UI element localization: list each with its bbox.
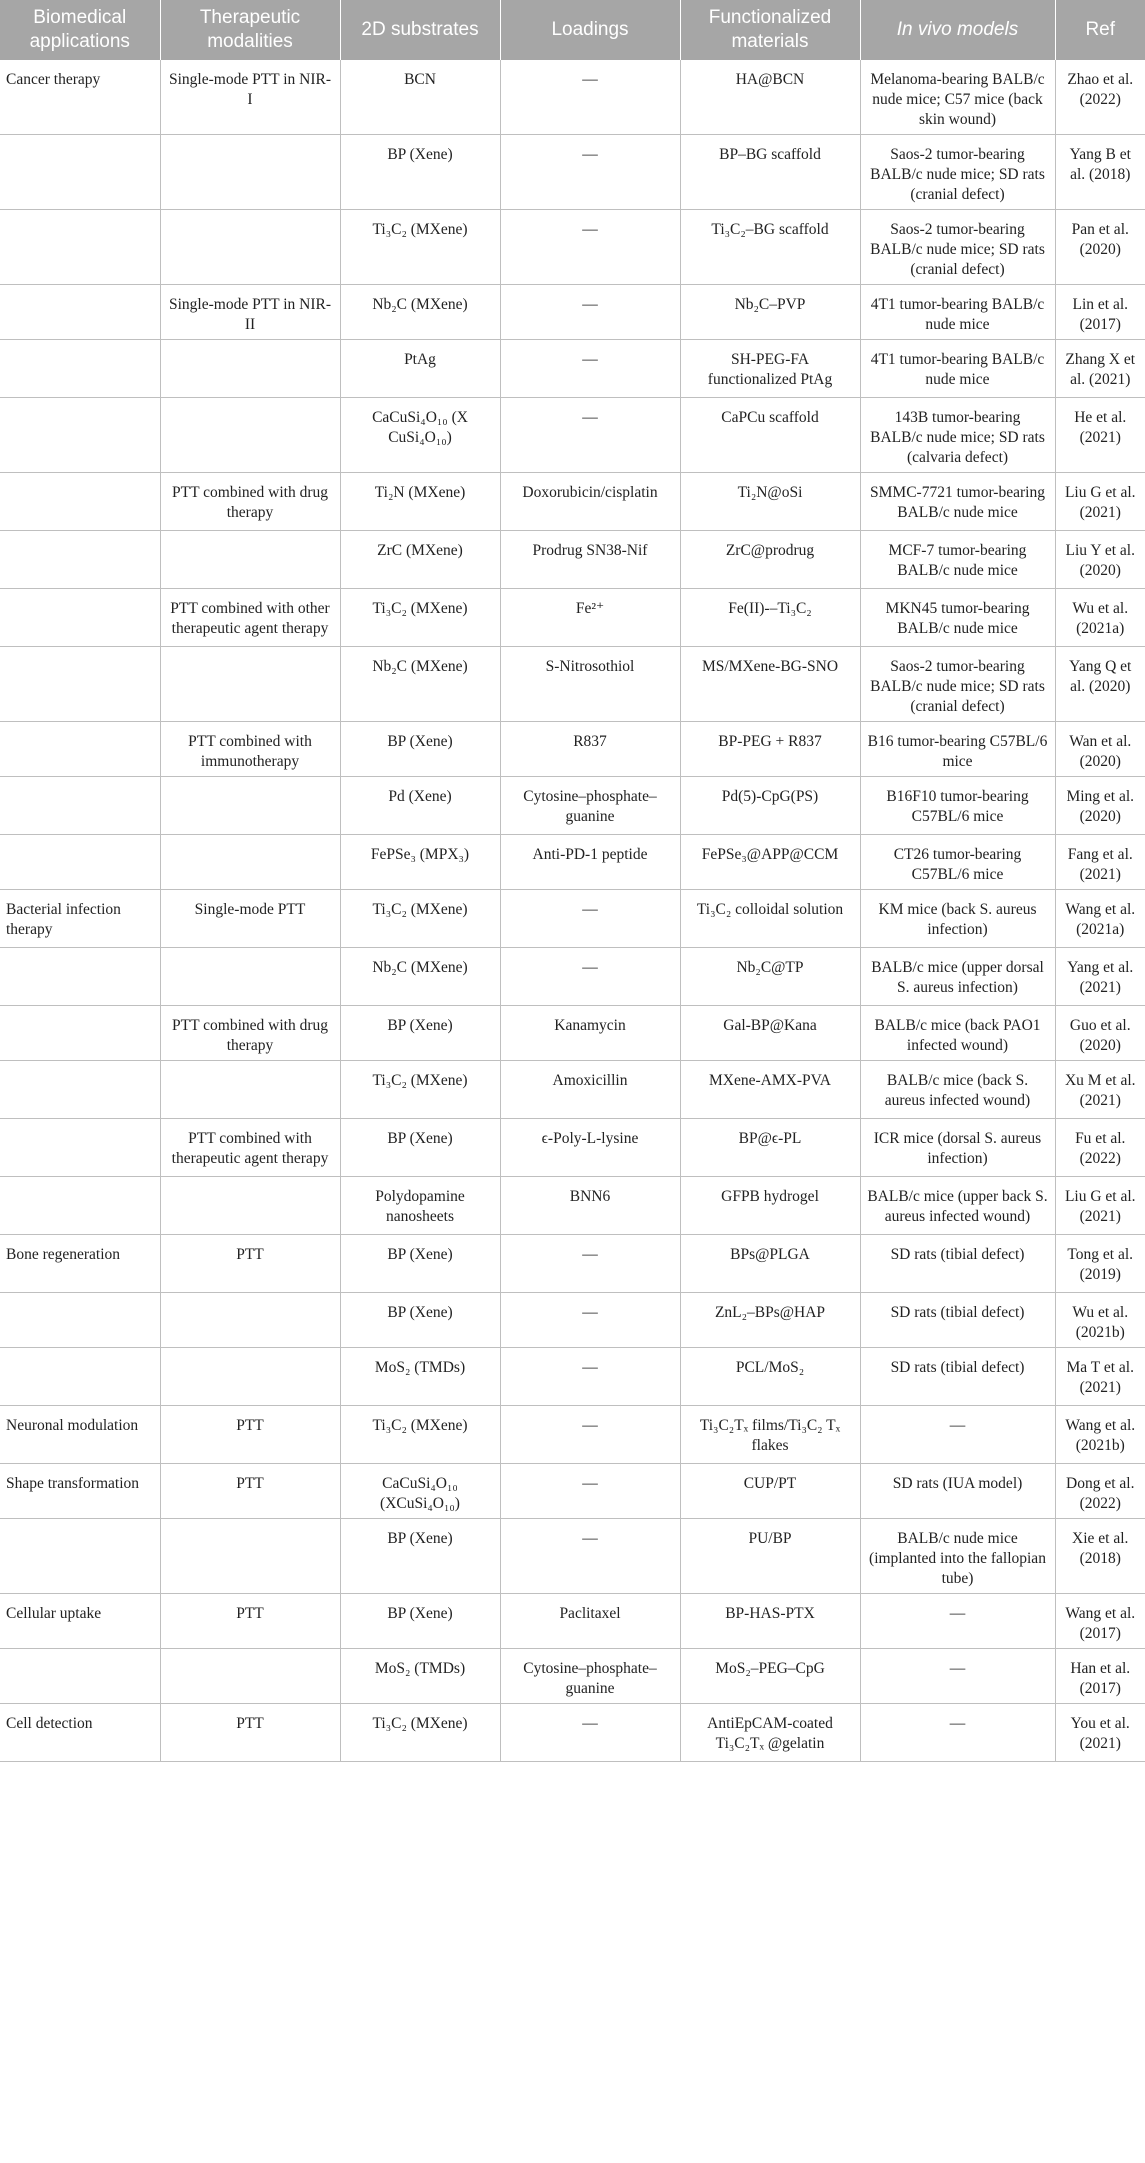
cell-loading: — (500, 1348, 680, 1406)
cell-functionalized: BP–BG scaffold (680, 135, 860, 210)
cell-substrate: Ti₃C₂ (MXene) (340, 1406, 500, 1464)
cell-model: SD rats (tibial defect) (860, 1348, 1055, 1406)
header-in-vivo-models: In vivo models (860, 0, 1055, 60)
cell-loading: — (500, 1235, 680, 1293)
cell-ref: Liu Y et al. (2020) (1055, 531, 1145, 589)
cell-ref: Yang B et al. (2018) (1055, 135, 1145, 210)
cell-modality: Single-mode PTT in NIR-I (160, 60, 340, 135)
cell-ref: Zhang X et al. (2021) (1055, 340, 1145, 398)
cell-functionalized: Ti₃C₂–BG scaffold (680, 210, 860, 285)
cell-model: Saos-2 tumor-bearing BALB/c nude mice; SD rats (cranial defect) (860, 135, 1055, 210)
cell-ref: Liu G et al. (2021) (1055, 473, 1145, 531)
cell-substrate: BP (Xene) (340, 1119, 500, 1177)
cell-modality: PTT combined with drug therapy (160, 473, 340, 531)
cell-modality (160, 1519, 340, 1594)
cell-modality (160, 835, 340, 890)
cell-modality (160, 340, 340, 398)
cell-loading: Amoxicillin (500, 1061, 680, 1119)
cell-model: BALB/c mice (upper back S. aureus infected wound) (860, 1177, 1055, 1235)
cell-loading: Kanamycin (500, 1006, 680, 1061)
cell-ref: Wang et al. (2017) (1055, 1594, 1145, 1649)
cell-substrate: Nb₂C (MXene) (340, 948, 500, 1006)
cell-application: Bacterial infection therapy (0, 890, 160, 948)
table-row (0, 1061, 1145, 1119)
cell-loading: Doxorubicin/cisplatin (500, 473, 680, 531)
cell-model: BALB/c mice (back S. aureus infected wound) (860, 1061, 1055, 1119)
cell-modality (160, 398, 340, 473)
cell-loading: Anti-PD-1 peptide (500, 835, 680, 890)
cell-ref: Ming et al. (2020) (1055, 777, 1145, 835)
cell-loading: — (500, 1464, 680, 1519)
table-row (0, 1594, 1145, 1649)
cell-substrate: Nb₂C (MXene) (340, 285, 500, 340)
cell-ref: Fu et al. (2022) (1055, 1119, 1145, 1177)
cell-functionalized: MXene-AMX-PVA (680, 1061, 860, 1119)
cell-ref: Han et al. (2017) (1055, 1649, 1145, 1704)
cell-substrate: Ti₃C₂ (MXene) (340, 1061, 500, 1119)
cell-substrate: Ti₃C₂ (MXene) (340, 210, 500, 285)
cell-substrate: Polydopamine nanosheets (340, 1177, 500, 1235)
cell-loading: Prodrug SN38-Nif (500, 531, 680, 589)
cell-ref: Wu et al. (2021a) (1055, 589, 1145, 647)
cell-functionalized: SH-PEG-FA functionalized PtAg (680, 340, 860, 398)
cell-modality: PTT combined with other therapeutic agent therapy (160, 589, 340, 647)
cell-model: MCF-7 tumor-bearing BALB/c nude mice (860, 531, 1055, 589)
cell-substrate: ZrC (MXene) (340, 531, 500, 589)
cell-ref: Wu et al. (2021b) (1055, 1293, 1145, 1348)
cell-application: Cell detection (0, 1704, 160, 1762)
cell-modality (160, 210, 340, 285)
cell-ref: Zhao et al. (2022) (1055, 60, 1145, 135)
cell-application (0, 340, 160, 398)
cell-substrate: Nb₂C (MXene) (340, 647, 500, 722)
cell-modality (160, 1649, 340, 1704)
cell-functionalized: AntiEpCAM-coated Ti₃C₂Tₓ @gelatin (680, 1704, 860, 1762)
cell-modality: PTT (160, 1464, 340, 1519)
cell-ref: He et al. (2021) (1055, 398, 1145, 473)
cell-modality: PTT combined with therapeutic agent therapy (160, 1119, 340, 1177)
table-row (0, 531, 1145, 589)
cell-model: ICR mice (dorsal S. aureus infection) (860, 1119, 1055, 1177)
table-row (0, 890, 1145, 948)
table-row (0, 473, 1145, 531)
table-row (0, 1406, 1145, 1464)
cell-model: SMMC-7721 tumor-bearing BALB/c nude mice (860, 473, 1055, 531)
table-row (0, 340, 1145, 398)
cell-ref: Xie et al. (2018) (1055, 1519, 1145, 1594)
cell-substrate: BP (Xene) (340, 722, 500, 777)
cell-loading: Paclitaxel (500, 1594, 680, 1649)
cell-model: BALB/c nude mice (implanted into the fallopian tube) (860, 1519, 1055, 1594)
cell-loading: — (500, 398, 680, 473)
cell-loading: S-Nitrosothiol (500, 647, 680, 722)
table-row (0, 1704, 1145, 1762)
cell-ref: Guo et al. (2020) (1055, 1006, 1145, 1061)
cell-functionalized: BPs@PLGA (680, 1235, 860, 1293)
cell-ref: Wang et al. (2021a) (1055, 890, 1145, 948)
cell-modality: PTT (160, 1235, 340, 1293)
cell-modality (160, 1061, 340, 1119)
cell-functionalized: Fe(II)-–Ti₃C₂ (680, 589, 860, 647)
cell-application (0, 1006, 160, 1061)
cell-functionalized: Ti₂N@oSi (680, 473, 860, 531)
cell-functionalized: Nb₂C@TP (680, 948, 860, 1006)
cell-model: — (860, 1704, 1055, 1762)
header-biomedical-applications: Biomedical applications (0, 0, 160, 60)
cell-modality: PTT combined with immunotherapy (160, 722, 340, 777)
cell-loading: Cytosine–phosphate–guanine (500, 1649, 680, 1704)
cell-functionalized: Ti₃C₂ colloidal solution (680, 890, 860, 948)
cell-ref: Xu M et al. (2021) (1055, 1061, 1145, 1119)
cell-application (0, 835, 160, 890)
cell-substrate: Ti₃C₂ (MXene) (340, 890, 500, 948)
table-row (0, 1348, 1145, 1406)
cell-model: SD rats (tibial defect) (860, 1293, 1055, 1348)
cell-model: BALB/c mice (upper dorsal S. aureus infection) (860, 948, 1055, 1006)
cell-application (0, 589, 160, 647)
cell-functionalized: Ti₃C₂Tₓ films/Ti₃C₂ Tₓ flakes (680, 1406, 860, 1464)
table-row (0, 589, 1145, 647)
cell-substrate: MoS₂ (TMDs) (340, 1348, 500, 1406)
cell-functionalized: HA@BCN (680, 60, 860, 135)
cell-functionalized: PCL/MoS₂ (680, 1348, 860, 1406)
cell-application: Bone regeneration (0, 1235, 160, 1293)
cell-application: Neuronal modulation (0, 1406, 160, 1464)
cell-application (0, 531, 160, 589)
cell-functionalized: CUP/PT (680, 1464, 860, 1519)
cell-modality (160, 647, 340, 722)
cell-loading: — (500, 1293, 680, 1348)
header-therapeutic-modalities: Therapeutic modalities (160, 0, 340, 60)
cell-substrate: FePSe₃ (MPX₃) (340, 835, 500, 890)
table-row (0, 835, 1145, 890)
table-body (0, 60, 1145, 1762)
header-2d-substrates: 2D substrates (340, 0, 500, 60)
cell-loading: — (500, 948, 680, 1006)
table-row (0, 1464, 1145, 1519)
cell-model: Melanoma-bearing BALB/c nude mice; C57 mice (back skin wound) (860, 60, 1055, 135)
cell-modality (160, 1348, 340, 1406)
cell-model: SD rats (tibial defect) (860, 1235, 1055, 1293)
cell-ref: Pan et al. (2020) (1055, 210, 1145, 285)
table-row (0, 1119, 1145, 1177)
cell-application (0, 398, 160, 473)
cell-loading: — (500, 285, 680, 340)
cell-substrate: CaCuSi₄O₁₀ (XCuSi₄O₁₀) (340, 1464, 500, 1519)
cell-modality: PTT combined with drug therapy (160, 1006, 340, 1061)
cell-model: CT26 tumor-bearing C57BL/6 mice (860, 835, 1055, 890)
cell-modality (160, 948, 340, 1006)
cell-application (0, 473, 160, 531)
cell-substrate: MoS₂ (TMDs) (340, 1649, 500, 1704)
cell-application: Shape transformation (0, 1464, 160, 1519)
cell-ref: Dong et al. (2022) (1055, 1464, 1145, 1519)
table-row (0, 1235, 1145, 1293)
cell-loading: — (500, 1519, 680, 1594)
table-row (0, 1293, 1145, 1348)
cell-model: MKN45 tumor-bearing BALB/c nude mice (860, 589, 1055, 647)
cell-functionalized: ZnL₂–BPs@HAP (680, 1293, 860, 1348)
table-row (0, 1649, 1145, 1704)
table-row (0, 210, 1145, 285)
cell-ref: Yang et al. (2021) (1055, 948, 1145, 1006)
cell-application: Cellular uptake (0, 1594, 160, 1649)
cell-functionalized: GFPB hydrogel (680, 1177, 860, 1235)
cell-substrate: PtAg (340, 340, 500, 398)
cell-model: KM mice (back S. aureus infection) (860, 890, 1055, 948)
cell-application (0, 135, 160, 210)
cell-application (0, 777, 160, 835)
cell-application (0, 285, 160, 340)
cell-functionalized: BP@ϵ-PL (680, 1119, 860, 1177)
cell-functionalized: CaPCu scaffold (680, 398, 860, 473)
cell-functionalized: ZrC@prodrug (680, 531, 860, 589)
cell-application (0, 210, 160, 285)
cell-functionalized: PU/BP (680, 1519, 860, 1594)
cell-loading: ϵ-Poly-L-lysine (500, 1119, 680, 1177)
cell-loading: Cytosine–phosphate–guanine (500, 777, 680, 835)
cell-substrate: BP (Xene) (340, 1594, 500, 1649)
cell-modality: Single-mode PTT (160, 890, 340, 948)
table-row (0, 647, 1145, 722)
table-row (0, 60, 1145, 135)
cell-ref: Fang et al. (2021) (1055, 835, 1145, 890)
cell-loading: — (500, 1704, 680, 1762)
cell-application (0, 1119, 160, 1177)
table-header (0, 0, 1145, 60)
cell-substrate: BP (Xene) (340, 1006, 500, 1061)
cell-application (0, 1293, 160, 1348)
cell-substrate: Ti₃C₂ (MXene) (340, 589, 500, 647)
cell-modality (160, 531, 340, 589)
cell-model: — (860, 1406, 1055, 1464)
cell-functionalized: MS/MXene-BG-SNO (680, 647, 860, 722)
cell-application (0, 647, 160, 722)
cell-model: BALB/c mice (back PAO1 infected wound) (860, 1006, 1055, 1061)
cell-model: 4T1 tumor-bearing BALB/c nude mice (860, 285, 1055, 340)
cell-application (0, 1061, 160, 1119)
cell-ref: Wan et al. (2020) (1055, 722, 1145, 777)
cell-functionalized: BP-PEG + R837 (680, 722, 860, 777)
cell-modality: PTT (160, 1406, 340, 1464)
header-loadings: Loadings (500, 0, 680, 60)
table-row (0, 135, 1145, 210)
cell-model: B16F10 tumor-bearing C57BL/6 mice (860, 777, 1055, 835)
cell-loading: — (500, 135, 680, 210)
cell-substrate: BCN (340, 60, 500, 135)
cell-model: — (860, 1594, 1055, 1649)
cell-substrate: BP (Xene) (340, 1519, 500, 1594)
cell-loading: — (500, 1406, 680, 1464)
cell-modality (160, 135, 340, 210)
cell-model: SD rats (IUA model) (860, 1464, 1055, 1519)
table-row (0, 948, 1145, 1006)
cell-ref: Wang et al. (2021b) (1055, 1406, 1145, 1464)
cell-loading: — (500, 210, 680, 285)
cell-substrate: BP (Xene) (340, 135, 500, 210)
cell-application (0, 1649, 160, 1704)
cell-ref: Yang Q et al. (2020) (1055, 647, 1145, 722)
cell-application (0, 948, 160, 1006)
cell-substrate: CaCuSi₄O₁₀ (X CuSi₄O₁₀) (340, 398, 500, 473)
cell-substrate: BP (Xene) (340, 1293, 500, 1348)
cell-application (0, 722, 160, 777)
cell-modality: PTT (160, 1704, 340, 1762)
cell-loading: R837 (500, 722, 680, 777)
cell-functionalized: Pd(5)-CpG(PS) (680, 777, 860, 835)
cell-substrate: Ti₃C₂ (MXene) (340, 1704, 500, 1762)
cell-substrate: BP (Xene) (340, 1235, 500, 1293)
cell-substrate: Ti₂N (MXene) (340, 473, 500, 531)
table-row (0, 1177, 1145, 1235)
cell-modality (160, 1177, 340, 1235)
cell-loading: Fe²⁺ (500, 589, 680, 647)
cell-modality (160, 1293, 340, 1348)
table-row (0, 1006, 1145, 1061)
header-functionalized-materials: Functionalized materials (680, 0, 860, 60)
cell-functionalized: FePSe₃@APP@CCM (680, 835, 860, 890)
cell-functionalized: MoS₂–PEG–CpG (680, 1649, 860, 1704)
table-row (0, 285, 1145, 340)
table-row (0, 722, 1145, 777)
cell-ref: Ma T et al. (2021) (1055, 1348, 1145, 1406)
cell-application (0, 1348, 160, 1406)
cell-functionalized: Nb₂C–PVP (680, 285, 860, 340)
cell-substrate: Pd (Xene) (340, 777, 500, 835)
cell-functionalized: BP-HAS-PTX (680, 1594, 860, 1649)
cell-loading: — (500, 890, 680, 948)
cell-model: Saos-2 tumor-bearing BALB/c nude mice; SD rats (cranial defect) (860, 647, 1055, 722)
table-row (0, 777, 1145, 835)
cell-modality (160, 777, 340, 835)
cell-ref: Liu G et al. (2021) (1055, 1177, 1145, 1235)
cell-loading: — (500, 60, 680, 135)
cell-modality: Single-mode PTT in NIR-II (160, 285, 340, 340)
cell-functionalized: Gal-BP@Kana (680, 1006, 860, 1061)
cell-application (0, 1519, 160, 1594)
table-row (0, 1519, 1145, 1594)
cell-model: Saos-2 tumor-bearing BALB/c nude mice; SD rats (cranial defect) (860, 210, 1055, 285)
cell-model: B16 tumor-bearing C57BL/6 mice (860, 722, 1055, 777)
cell-application: Cancer therapy (0, 60, 160, 135)
header-ref: Ref (1055, 0, 1145, 60)
cell-model: 143B tumor-bearing BALB/c nude mice; SD rats (calvaria defect) (860, 398, 1055, 473)
cell-model: 4T1 tumor-bearing BALB/c nude mice (860, 340, 1055, 398)
cell-ref: You et al. (2021) (1055, 1704, 1145, 1762)
cell-application (0, 1177, 160, 1235)
cell-modality: PTT (160, 1594, 340, 1649)
table-row (0, 398, 1145, 473)
cell-ref: Tong et al. (2019) (1055, 1235, 1145, 1293)
cell-model: — (860, 1649, 1055, 1704)
cell-loading: — (500, 340, 680, 398)
cell-loading: BNN6 (500, 1177, 680, 1235)
cell-ref: Lin et al. (2017) (1055, 285, 1145, 340)
